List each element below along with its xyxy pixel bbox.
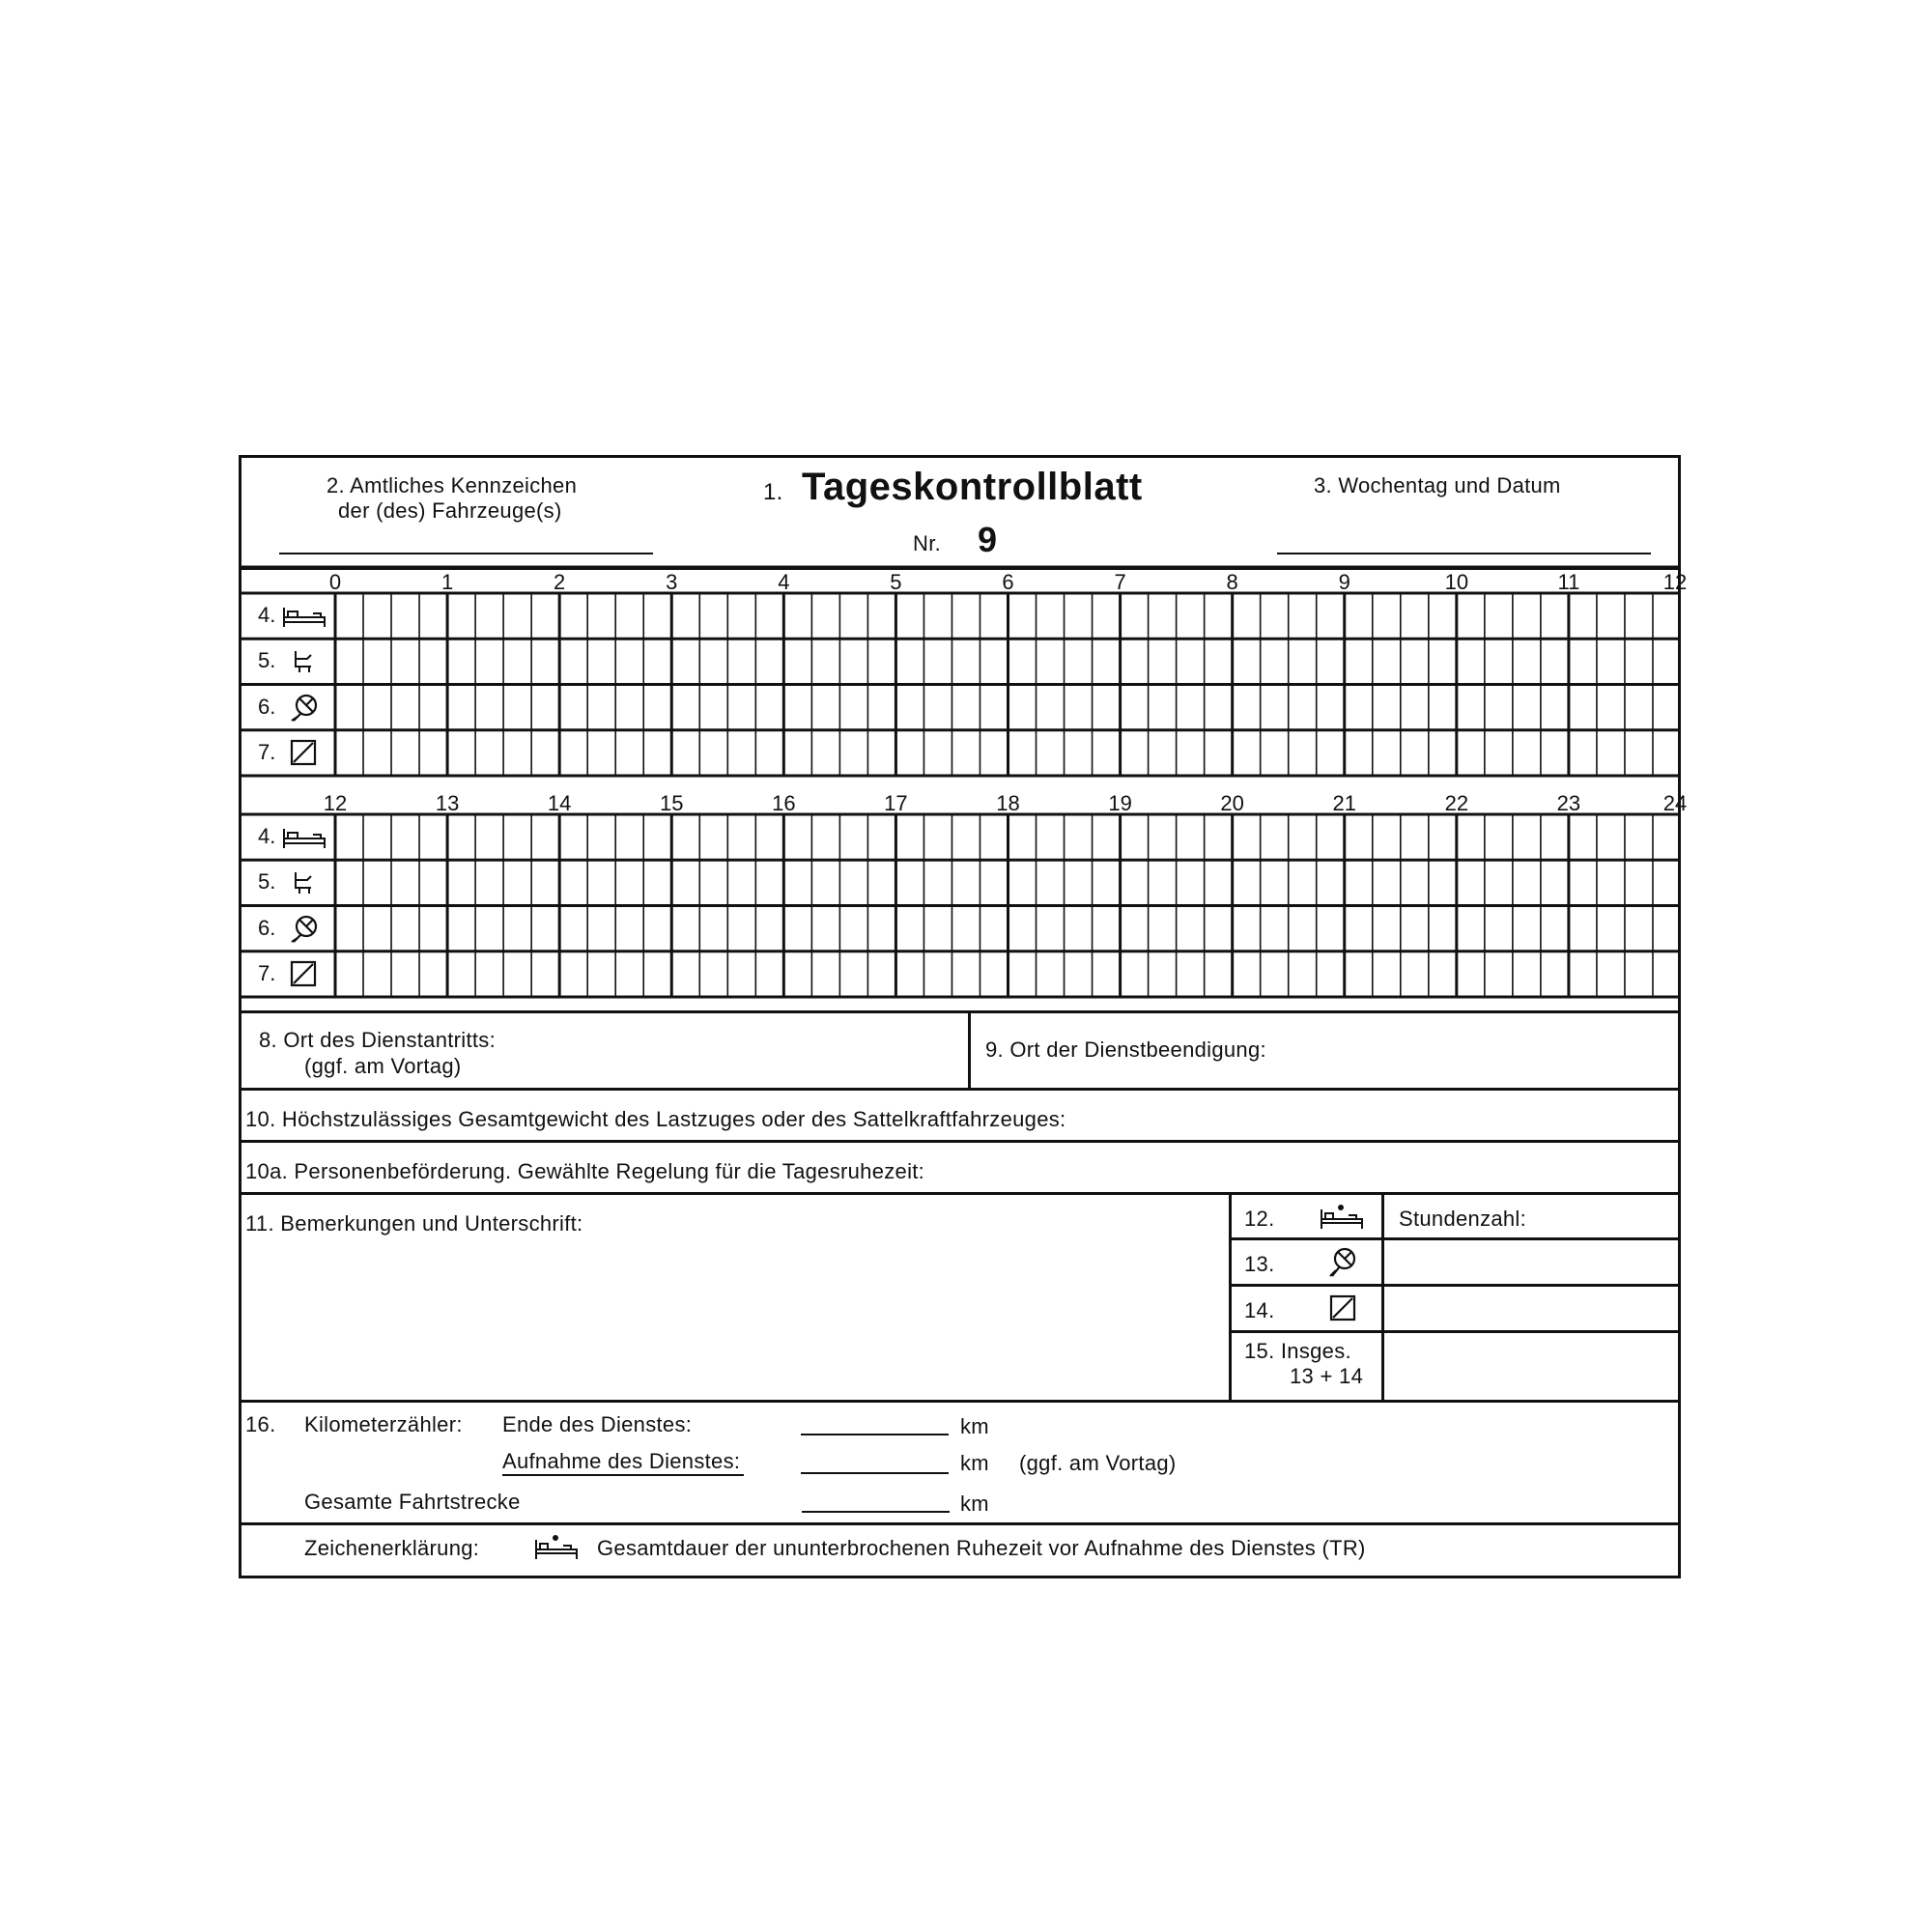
divider-10 [242, 1088, 1681, 1091]
legend-bed-icon [534, 1532, 579, 1561]
divider-legend [242, 1522, 1681, 1525]
odometer-start-note: (ggf. am Vortag) [1019, 1451, 1177, 1475]
hour-label: 23 [1556, 791, 1581, 815]
page-title: Tageskontrollblatt [802, 466, 1143, 508]
legend-label: Zeichenerklärung: [304, 1536, 480, 1560]
hour-label: 9 [1338, 570, 1350, 594]
odometer-start-field[interactable] [801, 1472, 949, 1474]
title-number: 1. [763, 479, 783, 505]
legend-text: Gesamtdauer der ununterbrochenen Ruhezeit vor Aufnahme des Dienstes (TR) [597, 1536, 1366, 1560]
field-15-value[interactable] [1385, 1333, 1677, 1399]
field-13-value[interactable] [1385, 1240, 1677, 1283]
divider-12-label [1381, 1192, 1384, 1400]
divider-11-12 [1229, 1192, 1232, 1400]
steering-wheel-icon [290, 694, 319, 723]
hour-label: 14 [547, 791, 572, 815]
odometer-start-unit: km [960, 1451, 989, 1475]
remarks-signature-area[interactable] [244, 1240, 1225, 1366]
divider-11 [242, 1192, 1681, 1195]
field-9-input[interactable] [972, 1013, 1677, 1087]
field-8-label: 8. Ort des Dienstantritts: [259, 1028, 496, 1052]
field-15-sublabel: 13 + 14 [1290, 1364, 1364, 1388]
field-16-label: Kilometerzähler: [304, 1412, 463, 1436]
hour-label: 5 [890, 570, 902, 594]
hour-label: 3 [666, 570, 678, 594]
field-10a-label: 10a. Personenbeförderung. Gewählte Regelung für die Tagesruhezeit: [245, 1159, 925, 1183]
field-12-label: Stundenzahl: [1399, 1207, 1527, 1231]
field-10-label: 10. Höchstzulässiges Gesamtgewicht des Lastzuges oder des Sattelkraftfahrzeuges: [245, 1107, 1066, 1131]
hour-label: 1 [440, 570, 454, 594]
steering-wheel-icon [290, 915, 319, 944]
hour-label: 10 [1444, 570, 1469, 594]
odometer-end-field[interactable] [801, 1434, 949, 1435]
hour-label: 15 [660, 791, 684, 815]
grid-row-number: 4. [258, 603, 276, 627]
grid-row-number: 6. [258, 915, 276, 940]
odometer-end-label: Ende des Dienstes: [502, 1412, 693, 1436]
box-slash-icon [290, 739, 317, 766]
field-15-label: 15. Insges. [1244, 1339, 1351, 1363]
hour-label: 4 [778, 570, 790, 594]
field-8-input[interactable] [244, 1013, 965, 1087]
daily-control-sheet [239, 455, 1688, 1578]
grid-row-number: 4. [258, 824, 276, 848]
vehicle-plate-label-2: der (des) Fahrzeuge(s) [338, 498, 562, 523]
hour-label: 24 [1662, 791, 1688, 815]
field-9-label: 9. Ort der Dienstbeendigung: [985, 1037, 1266, 1062]
hour-label: 18 [996, 791, 1020, 815]
box-slash-icon [1329, 1294, 1356, 1321]
odometer-start-label: Aufnahme des Dienstes: [502, 1449, 741, 1473]
hour-label: 20 [1220, 791, 1244, 815]
field-14-value[interactable] [1385, 1287, 1677, 1329]
hour-label: 16 [772, 791, 796, 815]
total-distance-unit: km [960, 1492, 989, 1516]
hour-label: 6 [1002, 570, 1014, 594]
divider-8-9 [968, 1010, 971, 1088]
divider-10a [242, 1140, 1681, 1143]
grid-row-number: 6. [258, 694, 276, 719]
hour-label: 2 [554, 570, 566, 594]
total-distance-field[interactable] [802, 1511, 950, 1513]
field-12-number: 12. [1244, 1207, 1275, 1231]
field-16-number: 16. [245, 1412, 276, 1436]
seat-icon [290, 868, 317, 895]
field-13-number: 13. [1244, 1252, 1275, 1276]
bed-icon [282, 823, 327, 850]
box-slash-icon [290, 960, 317, 987]
divider-16 [242, 1400, 1681, 1403]
grid-row-number: 7. [258, 960, 276, 985]
hour-label: 17 [884, 791, 908, 815]
hour-label: 0 [328, 570, 342, 594]
vehicle-plate-label: 2. Amtliches Kennzeichen [327, 473, 578, 497]
grid-row-number: 5. [258, 648, 276, 673]
hour-label: 7 [1114, 570, 1126, 594]
odometer-start-underline [502, 1474, 744, 1476]
nr-label: Nr. [913, 531, 942, 555]
sheet-number: 9 [978, 520, 998, 559]
bed-icon [282, 602, 327, 629]
hour-label: 19 [1108, 791, 1132, 815]
hour-label: 12 [323, 791, 348, 815]
hour-label: 13 [435, 791, 460, 815]
field-8-sublabel: (ggf. am Vortag) [304, 1054, 462, 1078]
hour-label: 22 [1444, 791, 1469, 815]
hour-label: 21 [1332, 791, 1356, 815]
hour-label: 12 [1662, 570, 1688, 594]
seat-icon [290, 647, 317, 674]
total-distance-label: Gesamte Fahrtstrecke [304, 1490, 521, 1514]
field-11-label: 11. Bemerkungen und Unterschrift: [245, 1211, 583, 1236]
steering-wheel-icon [1328, 1247, 1357, 1278]
field-14-number: 14. [1244, 1298, 1275, 1322]
odometer-end-unit: km [960, 1414, 989, 1438]
rest-bed-icon [1320, 1202, 1364, 1231]
hour-label: 11 [1557, 570, 1580, 594]
grid-row-number: 7. [258, 739, 276, 764]
grid-row-number: 5. [258, 869, 276, 895]
date-label: 3. Wochentag und Datum [1314, 473, 1561, 497]
hour-label: 8 [1226, 570, 1238, 594]
